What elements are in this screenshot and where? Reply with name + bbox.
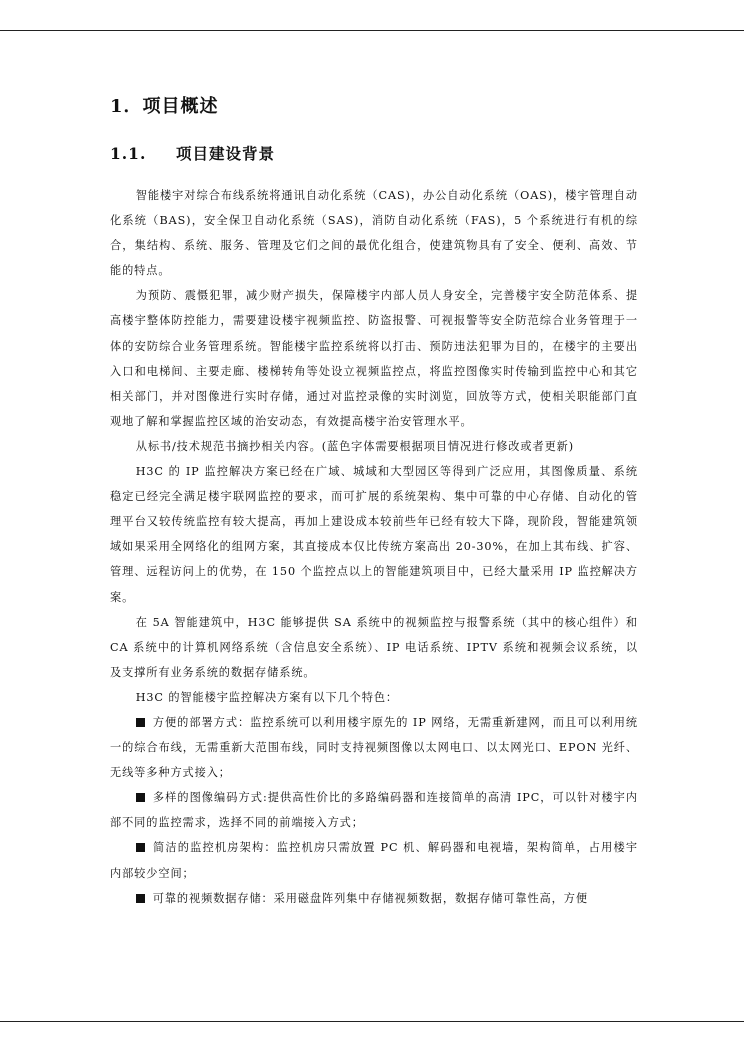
bullet-text: 简洁的监控机房架构：监控机房只需放置 PC 机、解码器和电视墙，架构简单，占用楼宇内部较少空间； xyxy=(110,841,638,880)
paragraph: 智能楼宇对综合布线系统将通讯自动化系统（CAS)，办公自动化系统（OAS)，楼宇管理自动化系统（BAS)，安全保卫自动化系统（SAS)，消防自动化系统（FAS)，5 个系统进行有机的综合，集结构、系统、服务、管理及它们之间的最优化组合，使建筑物具有了安全、便利、高效、节能的特点。 xyxy=(110,189,638,278)
bullet-item xyxy=(110,785,638,835)
paragraph: 从标书/技术规范书摘抄相关内容。(蓝色字体需要根据项目情况进行修改或者更新) xyxy=(135,439,575,453)
subsection-title: 项目建设背景 xyxy=(176,144,276,163)
paragraph: H3C 的 IP 监控解决方案已经在广域、城域和大型园区等得到广泛应用，其图像质量、系统稳定已经完全满足楼宇联网监控的要求，而可扩展的系统架构、集中可靠的中心存储、自动化的管理平台又较传统监控有较大提高，再加上建设成本较前些年已经有较大下降，现阶段，智能建筑领域如果采用全网络化的组网方案，其直接成本仅比传统方案高出 20-30%，在加上其布线、扩容、管理、远程访问上的优势，在 150 个监控点以上的智能建筑项目中，已经大量采用 IP 监控解决方案。 xyxy=(110,465,638,604)
subsection-number: 1.1. xyxy=(110,144,147,163)
square-bullet-icon xyxy=(136,843,145,852)
bullet-text: 方便的部署方式：监控系统可以利用楼宇原先的 IP 网络，无需重新建网，而且可以利用统一的综合布线，无需重新大范围布线，同时支持视频图像以太网电口、以太网光口、EPON 光纤、无线等多种方式接入； xyxy=(110,715,638,780)
square-bullet-icon xyxy=(136,894,145,903)
footer-rule xyxy=(0,1021,744,1022)
section-heading: 1．项目概述 xyxy=(110,96,219,117)
bullet-text: 可靠的视频数据存储：采用磁盘阵列集中存储视频数据，数据存储可靠性高，方便 xyxy=(152,891,588,905)
bullet-text: 多样的图像编码方式:提供高性价比的多路编码器和连接简单的高清 IPC，可以针对楼宇内部不同的监控需求，选择不同的前端接入方式； xyxy=(110,791,638,830)
bullet-item xyxy=(110,835,638,885)
paragraph: 在 5A 智能建筑中，H3C 能够提供 SA 系统中的视频监控与报警系统（其中的核心组件）和 CA 系统中的计算机网络系统（含信息安全系统）、IP 电话系统、IPTV 系统和视频会议系统，以及支撑所有业务系统的数据存储系统。 xyxy=(110,615,638,679)
square-bullet-icon xyxy=(136,718,145,727)
document-body xyxy=(110,90,638,911)
header-rule xyxy=(0,30,744,31)
square-bullet-icon xyxy=(136,793,145,802)
bullet-item xyxy=(110,710,638,785)
paragraph: 为预防、震慑犯罪，减少财产损失，保障楼宇内部人员人身安全，完善楼宇安全防范体系、提高楼宇整体防控能力，需要建设楼宇视频监控、防盗报警、可视报警等安全防范综合业务管理于一体的安防综合业务管理系统。智能楼宇监控系统将以打击、预防违法犯罪为目的，在楼宇的主要出入口和电梯间、主要走廊、楼梯转角等处设立视频监控点，将监控图像实时传输到监控中心和其它相关部门，并对图像进行实时存储，通过对监控录像的实时浏览，回放等方式，使相关职能部门直观地了解和掌握监控区域的治安动态，有效提高楼宇治安管理水平。 xyxy=(110,289,638,428)
subsection-heading xyxy=(110,139,638,169)
paragraph: H3C 的智能楼宇监控解决方案有以下几个特色： xyxy=(135,690,399,704)
bullet-item xyxy=(110,886,638,911)
